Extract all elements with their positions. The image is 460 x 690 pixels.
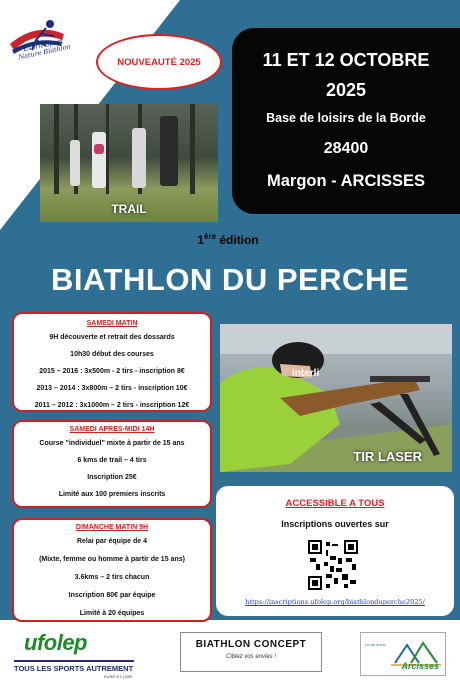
dimanche-heading: DIMANCHE MATIN 9H (75, 524, 149, 531)
runner-figure (70, 140, 80, 186)
event-postcode: 28400 (323, 140, 369, 157)
ufolep-divider (14, 660, 134, 662)
dimanche-box (12, 518, 212, 622)
event-year: 2025 (325, 80, 367, 100)
biathlon-concept-tagline: Ciblez vos envies ! (225, 654, 277, 660)
schedule-row: Inscription 80€ par équipe (68, 592, 156, 599)
event-venue: Base de loisirs de la Borde (266, 111, 426, 125)
laser-photo (220, 324, 452, 472)
samedi-matin-box (12, 312, 212, 412)
main-title: BIATHLON DU PERCHE (50, 262, 410, 297)
club-logo-text: Esprit Sport Nature Biathlon (17, 36, 72, 62)
qr-code-icon[interactable] (308, 540, 358, 590)
nouveaute-badge: NOUVEAUTÉ 2025 (96, 34, 222, 90)
samedi-aprem-box (12, 420, 212, 508)
ufolep-region: EURE-ET-LOIR (104, 674, 133, 679)
ufolep-tagline: TOUS LES SPORTS AUTREMENT (14, 664, 134, 673)
biathlon-concept-name: BIATHLON CONCEPT (195, 639, 307, 650)
registration-link[interactable]: https://inscriptions.ufolep.org/biathlonduperche2025/ (245, 598, 425, 606)
ufolep-name: ufolep (24, 630, 87, 655)
trail-photo (40, 104, 218, 222)
tree-trunk (106, 104, 109, 194)
edition-label (168, 232, 288, 247)
schedule-row: (Mixte, femme ou homme à partir de 15 ans) (39, 556, 185, 563)
schedule-row: 3.6kms – 2 tirs chacun (74, 574, 150, 581)
schedule-row: Limité à 20 équipes (79, 610, 145, 617)
event-town: Margon - ARCISSES (267, 172, 425, 190)
arcisses-logo (360, 632, 446, 676)
schedule-row: 2015 – 2016 : 3x500m - 2 tirs - inscription 8€ (39, 368, 185, 375)
runner-figure (132, 128, 146, 188)
edition-number: 1 (197, 233, 204, 247)
biathlon-concept-logo (180, 632, 322, 672)
club-logo (6, 14, 72, 62)
ufolep-logo (14, 630, 134, 678)
schedule-row: 10h30 début des courses (70, 351, 154, 358)
event-date-block (232, 28, 460, 214)
arcisses-sub: FOYER RURAL (365, 643, 387, 647)
laser-jacket-text: interli (292, 368, 320, 379)
registration-box (216, 486, 454, 616)
schedule-row: Relai par équipe de 4 (76, 538, 148, 545)
arcisses-name: Arcisses (401, 661, 439, 671)
runner-figure (94, 144, 104, 154)
schedule-row: 6 kms de trail – 4 tirs (77, 457, 147, 464)
runner-figure (160, 116, 178, 186)
edition-word: édition (216, 233, 259, 247)
schedule-row: 9H découverte et retrait des dossards (49, 334, 175, 341)
schedule-row: Limité aux 100 premiers inscrits (58, 491, 166, 498)
trail-label: TRAIL (111, 202, 147, 216)
tree-trunk (190, 104, 195, 194)
schedule-row: 2011 – 2012 : 3x1000m – 2 tirs - inscription 12€ (34, 402, 190, 409)
samedi-aprem-heading: SAMEDI APRES-MIDI 14H (69, 426, 155, 433)
schedule-row: Course ''individuel'' mixte à partir de 15 ans (39, 440, 185, 447)
registration-subtitle: Inscriptions ouvertes sur (281, 519, 389, 529)
event-dates: 11 ET 12 OCTOBRE (262, 50, 430, 70)
runner-figure (92, 132, 106, 188)
samedi-matin-heading: SAMEDI MATIN (86, 320, 138, 327)
schedule-row: Inscription 25€ (87, 474, 137, 481)
accessible-title: ACCESSIBLE A TOUS (285, 498, 385, 509)
schedule-row: 2013 – 2014 : 3x800m – 2 tirs - inscription 10€ (36, 385, 188, 392)
laser-label: TIR LASER (353, 449, 422, 464)
edition-suffix: ère (204, 232, 217, 241)
tree-trunk (54, 104, 59, 194)
